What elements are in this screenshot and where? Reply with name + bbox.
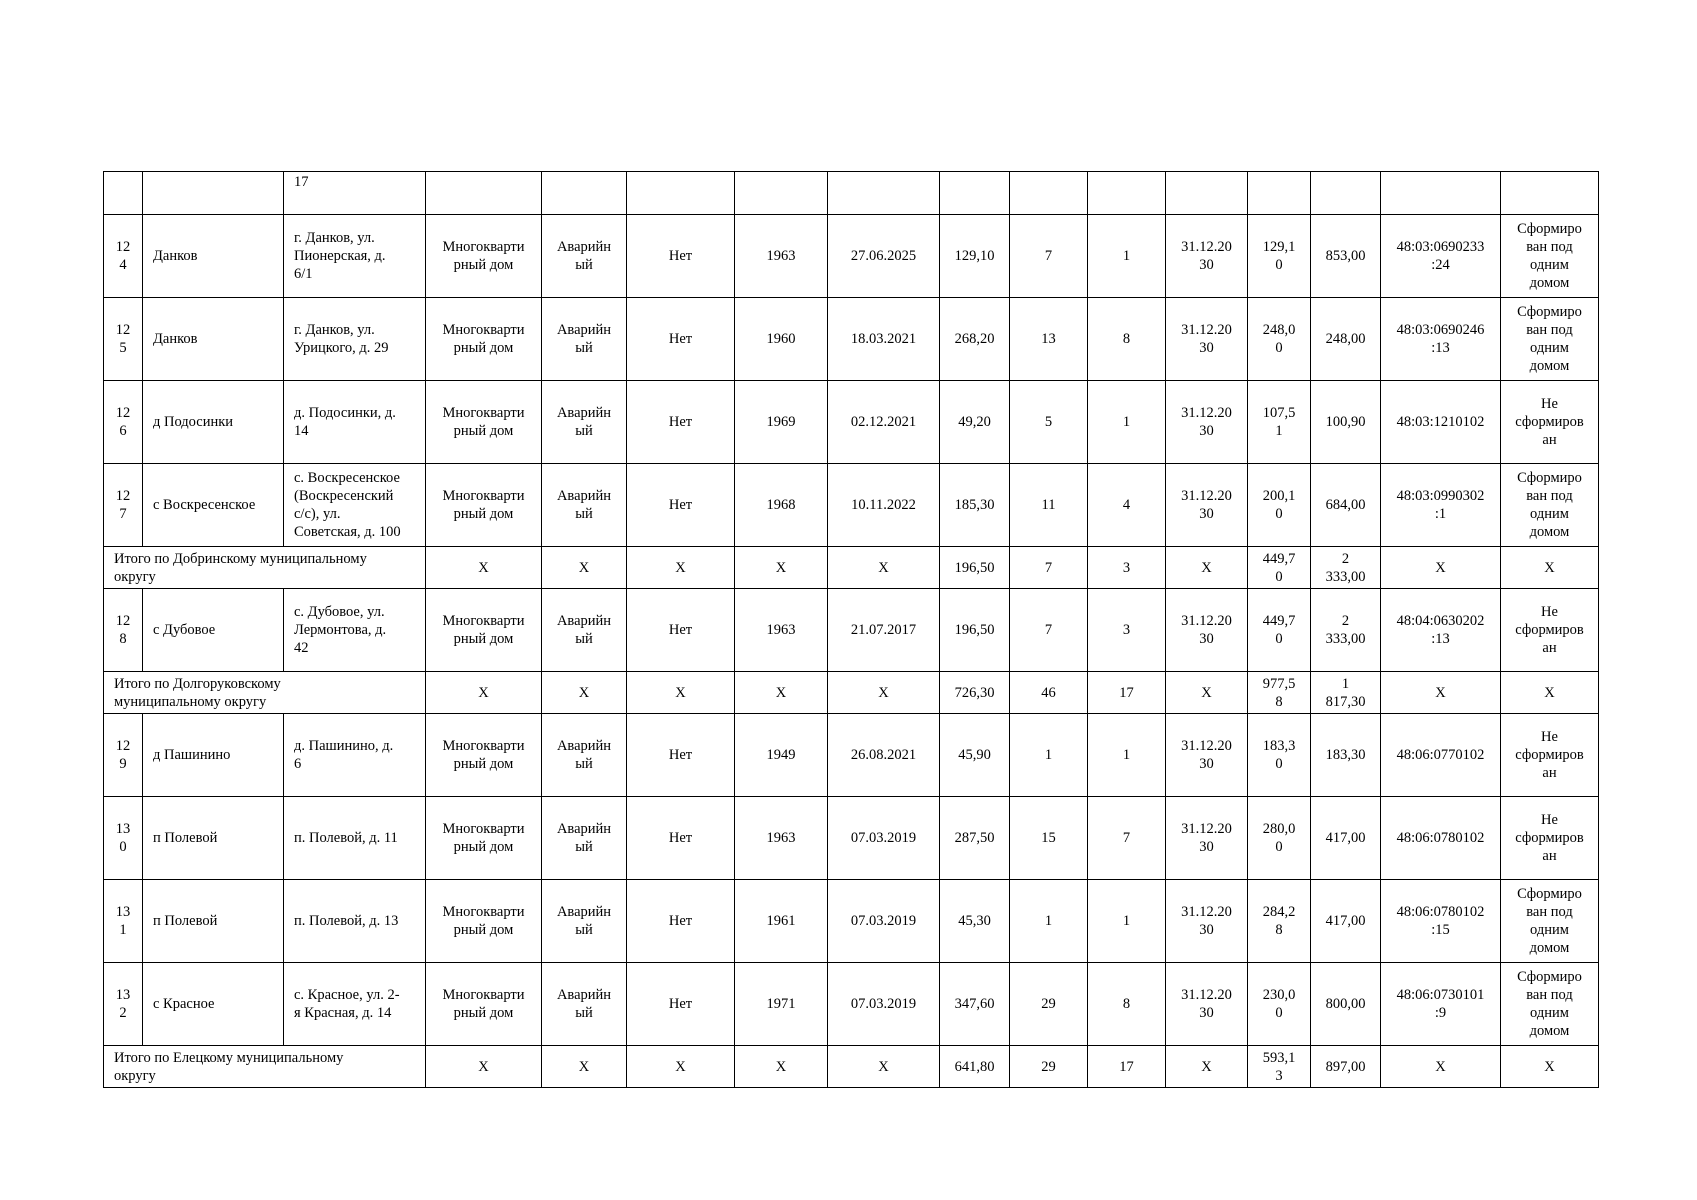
- cell-deadline: 31.12.20 30: [1166, 464, 1248, 547]
- housing-table: [103, 171, 1599, 1088]
- cell-c1: 107,5 1: [1248, 381, 1311, 464]
- cell-c2: 1 817,30: [1311, 672, 1381, 714]
- cell-c2: 248,00: [1311, 298, 1381, 381]
- cell-area: 268,20: [940, 298, 1010, 381]
- cell-num: 12 7: [104, 464, 143, 547]
- cell-year: 1969: [735, 381, 828, 464]
- cell-flag: Нет: [627, 880, 735, 963]
- table-body: [104, 172, 1599, 1088]
- cell-num: 13 0: [104, 797, 143, 880]
- cell-c2: 183,30: [1311, 714, 1381, 797]
- cell-cadastral: [1381, 172, 1501, 215]
- cell-flag: Нет: [627, 381, 735, 464]
- cell-address: д. Пашинино, д. 6: [284, 714, 426, 797]
- cell-flag: Нет: [627, 797, 735, 880]
- cell-type: Многокварти рный дом: [426, 963, 542, 1046]
- cell-year: X: [735, 1046, 828, 1088]
- cell-cadastral: 48:06:0770102: [1381, 714, 1501, 797]
- cell-status: X: [542, 672, 627, 714]
- cell-deadline: X: [1166, 672, 1248, 714]
- cell-area: 45,30: [940, 880, 1010, 963]
- table-row: [104, 381, 1599, 464]
- cell-date: 07.03.2019: [828, 963, 940, 1046]
- cell-locality: д Подосинки: [143, 381, 284, 464]
- cell-date: X: [828, 547, 940, 589]
- cell-date: 02.12.2021: [828, 381, 940, 464]
- cell-date: 07.03.2019: [828, 797, 940, 880]
- cell-type: X: [426, 547, 542, 589]
- cell-premises: 8: [1088, 963, 1166, 1046]
- cell-locality: д Пашинино: [143, 714, 284, 797]
- cell-persons: 7: [1010, 215, 1088, 298]
- cell-premises: 1: [1088, 714, 1166, 797]
- cell-c1: [1248, 172, 1311, 215]
- cell-type: X: [426, 672, 542, 714]
- table-row: [104, 714, 1599, 797]
- cell-num: 13 1: [104, 880, 143, 963]
- cell-status: Аварийн ый: [542, 963, 627, 1046]
- cell-persons: 7: [1010, 547, 1088, 589]
- cell-persons: 46: [1010, 672, 1088, 714]
- cell-num: 12 6: [104, 381, 143, 464]
- cell-c1: 248,0 0: [1248, 298, 1311, 381]
- cell-persons: 1: [1010, 880, 1088, 963]
- cell-year: 1949: [735, 714, 828, 797]
- cell-deadline: [1166, 172, 1248, 215]
- cell-deadline: 31.12.20 30: [1166, 381, 1248, 464]
- cell-c2: 684,00: [1311, 464, 1381, 547]
- cell-flag: Нет: [627, 589, 735, 672]
- cell-cadastral: 48:03:0690246 :13: [1381, 298, 1501, 381]
- cell-flag: Нет: [627, 963, 735, 1046]
- cell-flag: X: [627, 547, 735, 589]
- cell-address: с. Дубовое, ул. Лермонтова, д. 42: [284, 589, 426, 672]
- cell-type: Многокварти рный дом: [426, 714, 542, 797]
- cell-c1: 449,7 0: [1248, 589, 1311, 672]
- cell-flag: [627, 172, 735, 215]
- cell-land: Не сформиров ан: [1501, 714, 1599, 797]
- cell-type: Многокварти рный дом: [426, 298, 542, 381]
- cell-num: 12 4: [104, 215, 143, 298]
- cell-land: Не сформиров ан: [1501, 381, 1599, 464]
- cell-date: 27.06.2025: [828, 215, 940, 298]
- cell-persons: 15: [1010, 797, 1088, 880]
- cell-year: 1963: [735, 215, 828, 298]
- cell-area: 196,50: [940, 589, 1010, 672]
- cell-land: Не сформиров ан: [1501, 589, 1599, 672]
- cell-status: Аварийн ый: [542, 589, 627, 672]
- cell-date: 07.03.2019: [828, 880, 940, 963]
- cell-flag: X: [627, 672, 735, 714]
- cell-locality: п Полевой: [143, 880, 284, 963]
- cell-flag: X: [627, 1046, 735, 1088]
- cell-cadastral: 48:06:0780102 :15: [1381, 880, 1501, 963]
- cell-c2: 853,00: [1311, 215, 1381, 298]
- cell-cadastral: 48:06:0730101 :9: [1381, 963, 1501, 1046]
- cell-date: [828, 172, 940, 215]
- cell-premises: 4: [1088, 464, 1166, 547]
- total-label: Итого по Долгоруковскому муниципальному округу: [104, 672, 426, 714]
- cell-c1: 280,0 0: [1248, 797, 1311, 880]
- cell-premises: [1088, 172, 1166, 215]
- cell-c2: 100,90: [1311, 381, 1381, 464]
- cell-c2: 417,00: [1311, 797, 1381, 880]
- cell-locality: с Красное: [143, 963, 284, 1046]
- cell-num: 12 8: [104, 589, 143, 672]
- cell-land: Не сформиров ан: [1501, 797, 1599, 880]
- cell-premises: 17: [1088, 672, 1166, 714]
- cell-type: X: [426, 1046, 542, 1088]
- cell-deadline: 31.12.20 30: [1166, 298, 1248, 381]
- cell-deadline: 31.12.20 30: [1166, 589, 1248, 672]
- cell-year: 1971: [735, 963, 828, 1046]
- cell-persons: 1: [1010, 714, 1088, 797]
- cell-cadastral: 48:03:0990302 :1: [1381, 464, 1501, 547]
- cell-land: X: [1501, 1046, 1599, 1088]
- cell-c1: 230,0 0: [1248, 963, 1311, 1046]
- cell-flag: Нет: [627, 464, 735, 547]
- total-label: Итого по Добринскому муниципальному округу: [104, 547, 426, 589]
- cell-type: Многокварти рный дом: [426, 215, 542, 298]
- cell-status: Аварийн ый: [542, 797, 627, 880]
- cell-premises: 3: [1088, 547, 1166, 589]
- cell-premises: 8: [1088, 298, 1166, 381]
- cell-cadastral: 48:04:0630202 :13: [1381, 589, 1501, 672]
- cell-c1: 449,7 0: [1248, 547, 1311, 589]
- cell-address: п. Полевой, д. 13: [284, 880, 426, 963]
- cell-c2: 2 333,00: [1311, 589, 1381, 672]
- cell-cadastral: X: [1381, 672, 1501, 714]
- cell-c1: 977,5 8: [1248, 672, 1311, 714]
- cell-c1: 593,1 3: [1248, 1046, 1311, 1088]
- cell-year: X: [735, 672, 828, 714]
- table-row: [104, 589, 1599, 672]
- table-row: [104, 880, 1599, 963]
- cell-date: 10.11.2022: [828, 464, 940, 547]
- cell-address: г. Данков, ул. Пионерская, д. 6/1: [284, 215, 426, 298]
- cell-type: Многокварти рный дом: [426, 464, 542, 547]
- cell-area: 45,90: [940, 714, 1010, 797]
- cell-cadastral: 48:03:1210102: [1381, 381, 1501, 464]
- cell-type: Многокварти рный дом: [426, 381, 542, 464]
- cell-land: Сформиро ван под одним домом: [1501, 880, 1599, 963]
- cell-locality: с Воскресенское: [143, 464, 284, 547]
- cell-area: 287,50: [940, 797, 1010, 880]
- cell-area: [940, 172, 1010, 215]
- cell-status: Аварийн ый: [542, 215, 627, 298]
- cell-area: 641,80: [940, 1046, 1010, 1088]
- cell-locality: [143, 172, 284, 215]
- cell-deadline: 31.12.20 30: [1166, 215, 1248, 298]
- total-row: [104, 547, 1599, 589]
- cell-persons: 13: [1010, 298, 1088, 381]
- cell-status: X: [542, 547, 627, 589]
- cell-year: 1960: [735, 298, 828, 381]
- cell-status: X: [542, 1046, 627, 1088]
- table-row: [104, 464, 1599, 547]
- cell-persons: 5: [1010, 381, 1088, 464]
- cell-deadline: 31.12.20 30: [1166, 880, 1248, 963]
- cell-year: 1963: [735, 797, 828, 880]
- cell-c1: 183,3 0: [1248, 714, 1311, 797]
- cell-cadastral: 48:06:0780102: [1381, 797, 1501, 880]
- cell-date: 21.07.2017: [828, 589, 940, 672]
- cell-year: 1961: [735, 880, 828, 963]
- cell-c2: 897,00: [1311, 1046, 1381, 1088]
- cell-locality: Данков: [143, 215, 284, 298]
- cell-premises: 1: [1088, 880, 1166, 963]
- cell-deadline: 31.12.20 30: [1166, 714, 1248, 797]
- cell-deadline: 31.12.20 30: [1166, 797, 1248, 880]
- total-row: [104, 1046, 1599, 1088]
- cell-deadline: 31.12.20 30: [1166, 963, 1248, 1046]
- cell-deadline: X: [1166, 547, 1248, 589]
- cell-premises: 17: [1088, 1046, 1166, 1088]
- cell-flag: Нет: [627, 215, 735, 298]
- cell-land: Сформиро ван под одним домом: [1501, 464, 1599, 547]
- cell-land: X: [1501, 547, 1599, 589]
- cell-flag: Нет: [627, 714, 735, 797]
- table-row: [104, 298, 1599, 381]
- cell-status: Аварийн ый: [542, 714, 627, 797]
- cell-area: 196,50: [940, 547, 1010, 589]
- cell-c2: 417,00: [1311, 880, 1381, 963]
- cell-premises: 1: [1088, 381, 1166, 464]
- cell-status: Аварийн ый: [542, 381, 627, 464]
- cell-date: 18.03.2021: [828, 298, 940, 381]
- cell-c1: 200,1 0: [1248, 464, 1311, 547]
- cell-num: 12 5: [104, 298, 143, 381]
- cell-c2: 800,00: [1311, 963, 1381, 1046]
- cell-num: [104, 172, 143, 215]
- table-row: [104, 172, 1599, 215]
- cell-land: Сформиро ван под одним домом: [1501, 298, 1599, 381]
- cell-deadline: X: [1166, 1046, 1248, 1088]
- cell-c1: 284,2 8: [1248, 880, 1311, 963]
- cell-date: X: [828, 672, 940, 714]
- cell-address: п. Полевой, д. 11: [284, 797, 426, 880]
- cell-land: X: [1501, 672, 1599, 714]
- cell-address: 17: [284, 172, 426, 215]
- cell-c2: 2 333,00: [1311, 547, 1381, 589]
- cell-locality: п Полевой: [143, 797, 284, 880]
- cell-type: Многокварти рный дом: [426, 797, 542, 880]
- cell-persons: [1010, 172, 1088, 215]
- cell-area: 49,20: [940, 381, 1010, 464]
- cell-cadastral: 48:03:0690233 :24: [1381, 215, 1501, 298]
- cell-address: г. Данков, ул. Урицкого, д. 29: [284, 298, 426, 381]
- cell-c2: [1311, 172, 1381, 215]
- cell-locality: Данков: [143, 298, 284, 381]
- cell-status: Аварийн ый: [542, 464, 627, 547]
- table-row: [104, 963, 1599, 1046]
- cell-locality: с Дубовое: [143, 589, 284, 672]
- cell-address: д. Подосинки, д. 14: [284, 381, 426, 464]
- cell-persons: 29: [1010, 963, 1088, 1046]
- cell-year: [735, 172, 828, 215]
- cell-status: Аварийн ый: [542, 298, 627, 381]
- cell-num: 13 2: [104, 963, 143, 1046]
- cell-date: X: [828, 1046, 940, 1088]
- cell-cadastral: X: [1381, 547, 1501, 589]
- cell-flag: Нет: [627, 298, 735, 381]
- cell-cadastral: X: [1381, 1046, 1501, 1088]
- cell-premises: 3: [1088, 589, 1166, 672]
- cell-area: 347,60: [940, 963, 1010, 1046]
- cell-area: 185,30: [940, 464, 1010, 547]
- cell-persons: 7: [1010, 589, 1088, 672]
- cell-status: [542, 172, 627, 215]
- cell-area: 726,30: [940, 672, 1010, 714]
- total-row: [104, 672, 1599, 714]
- cell-land: [1501, 172, 1599, 215]
- cell-num: 12 9: [104, 714, 143, 797]
- cell-type: Многокварти рный дом: [426, 880, 542, 963]
- cell-land: Сформиро ван под одним домом: [1501, 963, 1599, 1046]
- cell-status: Аварийн ый: [542, 880, 627, 963]
- cell-c1: 129,1 0: [1248, 215, 1311, 298]
- cell-persons: 29: [1010, 1046, 1088, 1088]
- cell-type: [426, 172, 542, 215]
- cell-premises: 7: [1088, 797, 1166, 880]
- cell-year: 1963: [735, 589, 828, 672]
- cell-address: с. Воскресенское (Воскресенский с/с), ул. Советская, д. 100: [284, 464, 426, 547]
- cell-address: с. Красное, ул. 2- я Красная, д. 14: [284, 963, 426, 1046]
- cell-date: 26.08.2021: [828, 714, 940, 797]
- cell-year: X: [735, 547, 828, 589]
- table-row: [104, 797, 1599, 880]
- cell-persons: 11: [1010, 464, 1088, 547]
- cell-type: Многокварти рный дом: [426, 589, 542, 672]
- table-row: [104, 215, 1599, 298]
- cell-premises: 1: [1088, 215, 1166, 298]
- cell-area: 129,10: [940, 215, 1010, 298]
- cell-year: 1968: [735, 464, 828, 547]
- cell-land: Сформиро ван под одним домом: [1501, 215, 1599, 298]
- total-label: Итого по Елецкому муниципальному округу: [104, 1046, 426, 1088]
